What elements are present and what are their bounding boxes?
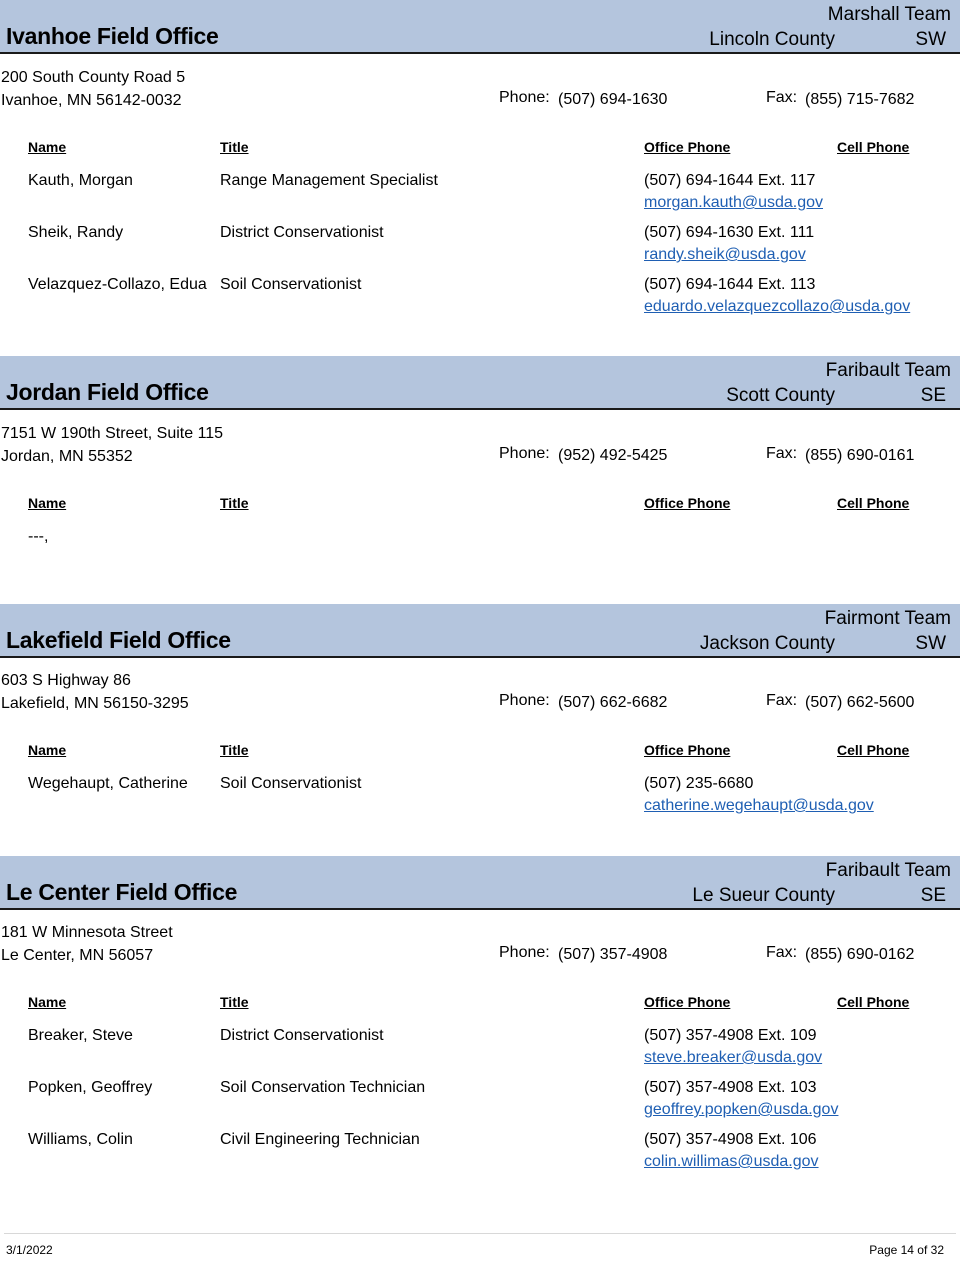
office-name: Jordan Field Office [6, 379, 209, 405]
address-line-1: 200 South County Road 5 [1, 69, 186, 86]
column-header-office-phone: Office Phone [644, 742, 731, 758]
team-name: Faribault Team [825, 360, 951, 381]
staff-title: Soil Conservationist [220, 775, 362, 792]
staff-office-phone: (507) 694-1644 Ext. 117 [644, 172, 816, 189]
office-header [0, 356, 960, 410]
staff-name: Kauth, Morgan [28, 172, 133, 189]
fax-number: (507) 662-5600 [805, 694, 915, 711]
column-header-cell-phone: Cell Phone [837, 742, 910, 758]
staff-title: District Conservationist [220, 224, 384, 241]
staff-email-link[interactable]: geoffrey.popken@usda.gov [644, 1101, 839, 1118]
column-header-name: Name [28, 139, 67, 155]
region-code: SW [915, 633, 946, 654]
column-header-office-phone: Office Phone [644, 495, 731, 511]
staff-office-phone: (507) 357-4908 Ext. 106 [644, 1131, 817, 1148]
region-code: SW [915, 29, 946, 50]
column-header-name: Name [28, 742, 67, 758]
footer-date: 3/1/2022 [6, 1243, 53, 1257]
phone-label: Phone: [499, 89, 550, 106]
fax-label: Fax: [766, 944, 798, 961]
phone-label: Phone: [499, 944, 550, 961]
region-code: SE [920, 385, 946, 406]
column-header-name: Name [28, 495, 67, 511]
staff-name: Popken, Geoffrey [28, 1079, 153, 1096]
footer-divider [4, 1233, 956, 1234]
office-phone-number: (507) 662-6682 [558, 694, 668, 711]
county-name: Le Sueur County [692, 885, 835, 906]
team-name: Fairmont Team [824, 608, 951, 629]
column-header-title: Title [220, 742, 249, 758]
address-line-2: Jordan, MN 55352 [1, 448, 133, 465]
address-line-2: Ivanhoe, MN 56142-0032 [1, 92, 182, 109]
office-header [0, 0, 960, 54]
address-line-1: 7151 W 190th Street, Suite 115 [1, 425, 224, 442]
staff-office-phone: (507) 235-6680 [644, 775, 754, 792]
address-line-1: 181 W Minnesota Street [1, 924, 173, 941]
office-phone-number: (507) 357-4908 [558, 946, 668, 963]
staff-title: Civil Engineering Technician [220, 1131, 420, 1148]
county-name: Lincoln County [709, 29, 835, 50]
staff-name: Williams, Colin [28, 1131, 133, 1148]
office-name: Lakefield Field Office [6, 627, 231, 653]
office-name: Ivanhoe Field Office [6, 23, 219, 49]
staff-email-link[interactable]: steve.breaker@usda.gov [644, 1049, 823, 1066]
staff-email-link[interactable]: morgan.kauth@usda.gov [644, 194, 824, 211]
county-name: Jackson County [699, 633, 835, 654]
office-phone-number: (952) 492-5425 [558, 447, 668, 464]
column-header-cell-phone: Cell Phone [837, 139, 910, 155]
fax-number: (855) 715-7682 [805, 91, 915, 108]
column-header-office-phone: Office Phone [644, 139, 731, 155]
staff-title: District Conservationist [220, 1027, 384, 1044]
phone-label: Phone: [499, 445, 550, 462]
team-name: Marshall Team [827, 4, 951, 25]
fax-number: (855) 690-0161 [805, 447, 915, 464]
staff-office-phone: (507) 694-1644 Ext. 113 [644, 276, 816, 293]
staff-office-phone: (507) 357-4908 Ext. 103 [644, 1079, 817, 1096]
column-header-cell-phone: Cell Phone [837, 994, 910, 1010]
address-line-2: Le Center, MN 56057 [1, 947, 154, 964]
fax-label: Fax: [766, 692, 798, 709]
office-header [0, 856, 960, 910]
region-code: SE [920, 885, 946, 906]
column-header-office-phone: Office Phone [644, 994, 731, 1010]
staff-title: Soil Conservationist [220, 276, 362, 293]
staff-email-link[interactable]: eduardo.velazquezcollazo@usda.gov [644, 298, 911, 315]
phone-label: Phone: [499, 692, 550, 709]
column-header-title: Title [220, 139, 249, 155]
staff-email-link[interactable]: catherine.wegehaupt@usda.gov [644, 797, 874, 814]
staff-email-link[interactable]: randy.sheik@usda.gov [644, 246, 806, 263]
page-number: Page 14 of 32 [869, 1243, 944, 1257]
address-line-2: Lakefield, MN 56150-3295 [1, 695, 189, 712]
staff-title: Soil Conservation Technician [220, 1079, 426, 1096]
column-header-title: Title [220, 495, 249, 511]
staff-name: Sheik, Randy [28, 224, 124, 241]
column-header-title: Title [220, 994, 249, 1010]
column-header-cell-phone: Cell Phone [837, 495, 910, 511]
staff-name: ---, [28, 528, 49, 545]
staff-name: Breaker, Steve [28, 1027, 133, 1044]
office-name: Le Center Field Office [6, 879, 238, 905]
fax-label: Fax: [766, 89, 798, 106]
team-name: Faribault Team [825, 860, 951, 881]
staff-office-phone: (507) 357-4908 Ext. 109 [644, 1027, 817, 1044]
county-name: Scott County [726, 385, 835, 406]
office-header [0, 604, 960, 658]
staff-email-link[interactable]: colin.willimas@usda.gov [644, 1153, 819, 1170]
staff-name: Wegehaupt, Catherine [28, 775, 188, 792]
fax-number: (855) 690-0162 [805, 946, 915, 963]
fax-label: Fax: [766, 445, 798, 462]
office-phone-number: (507) 694-1630 [558, 91, 668, 108]
address-line-1: 603 S Highway 86 [1, 672, 131, 689]
staff-title: Range Management Specialist [220, 172, 438, 189]
staff-office-phone: (507) 694-1630 Ext. 111 [644, 224, 815, 241]
column-header-name: Name [28, 994, 67, 1010]
staff-name: Velazquez-Collazo, Edua [28, 276, 207, 293]
